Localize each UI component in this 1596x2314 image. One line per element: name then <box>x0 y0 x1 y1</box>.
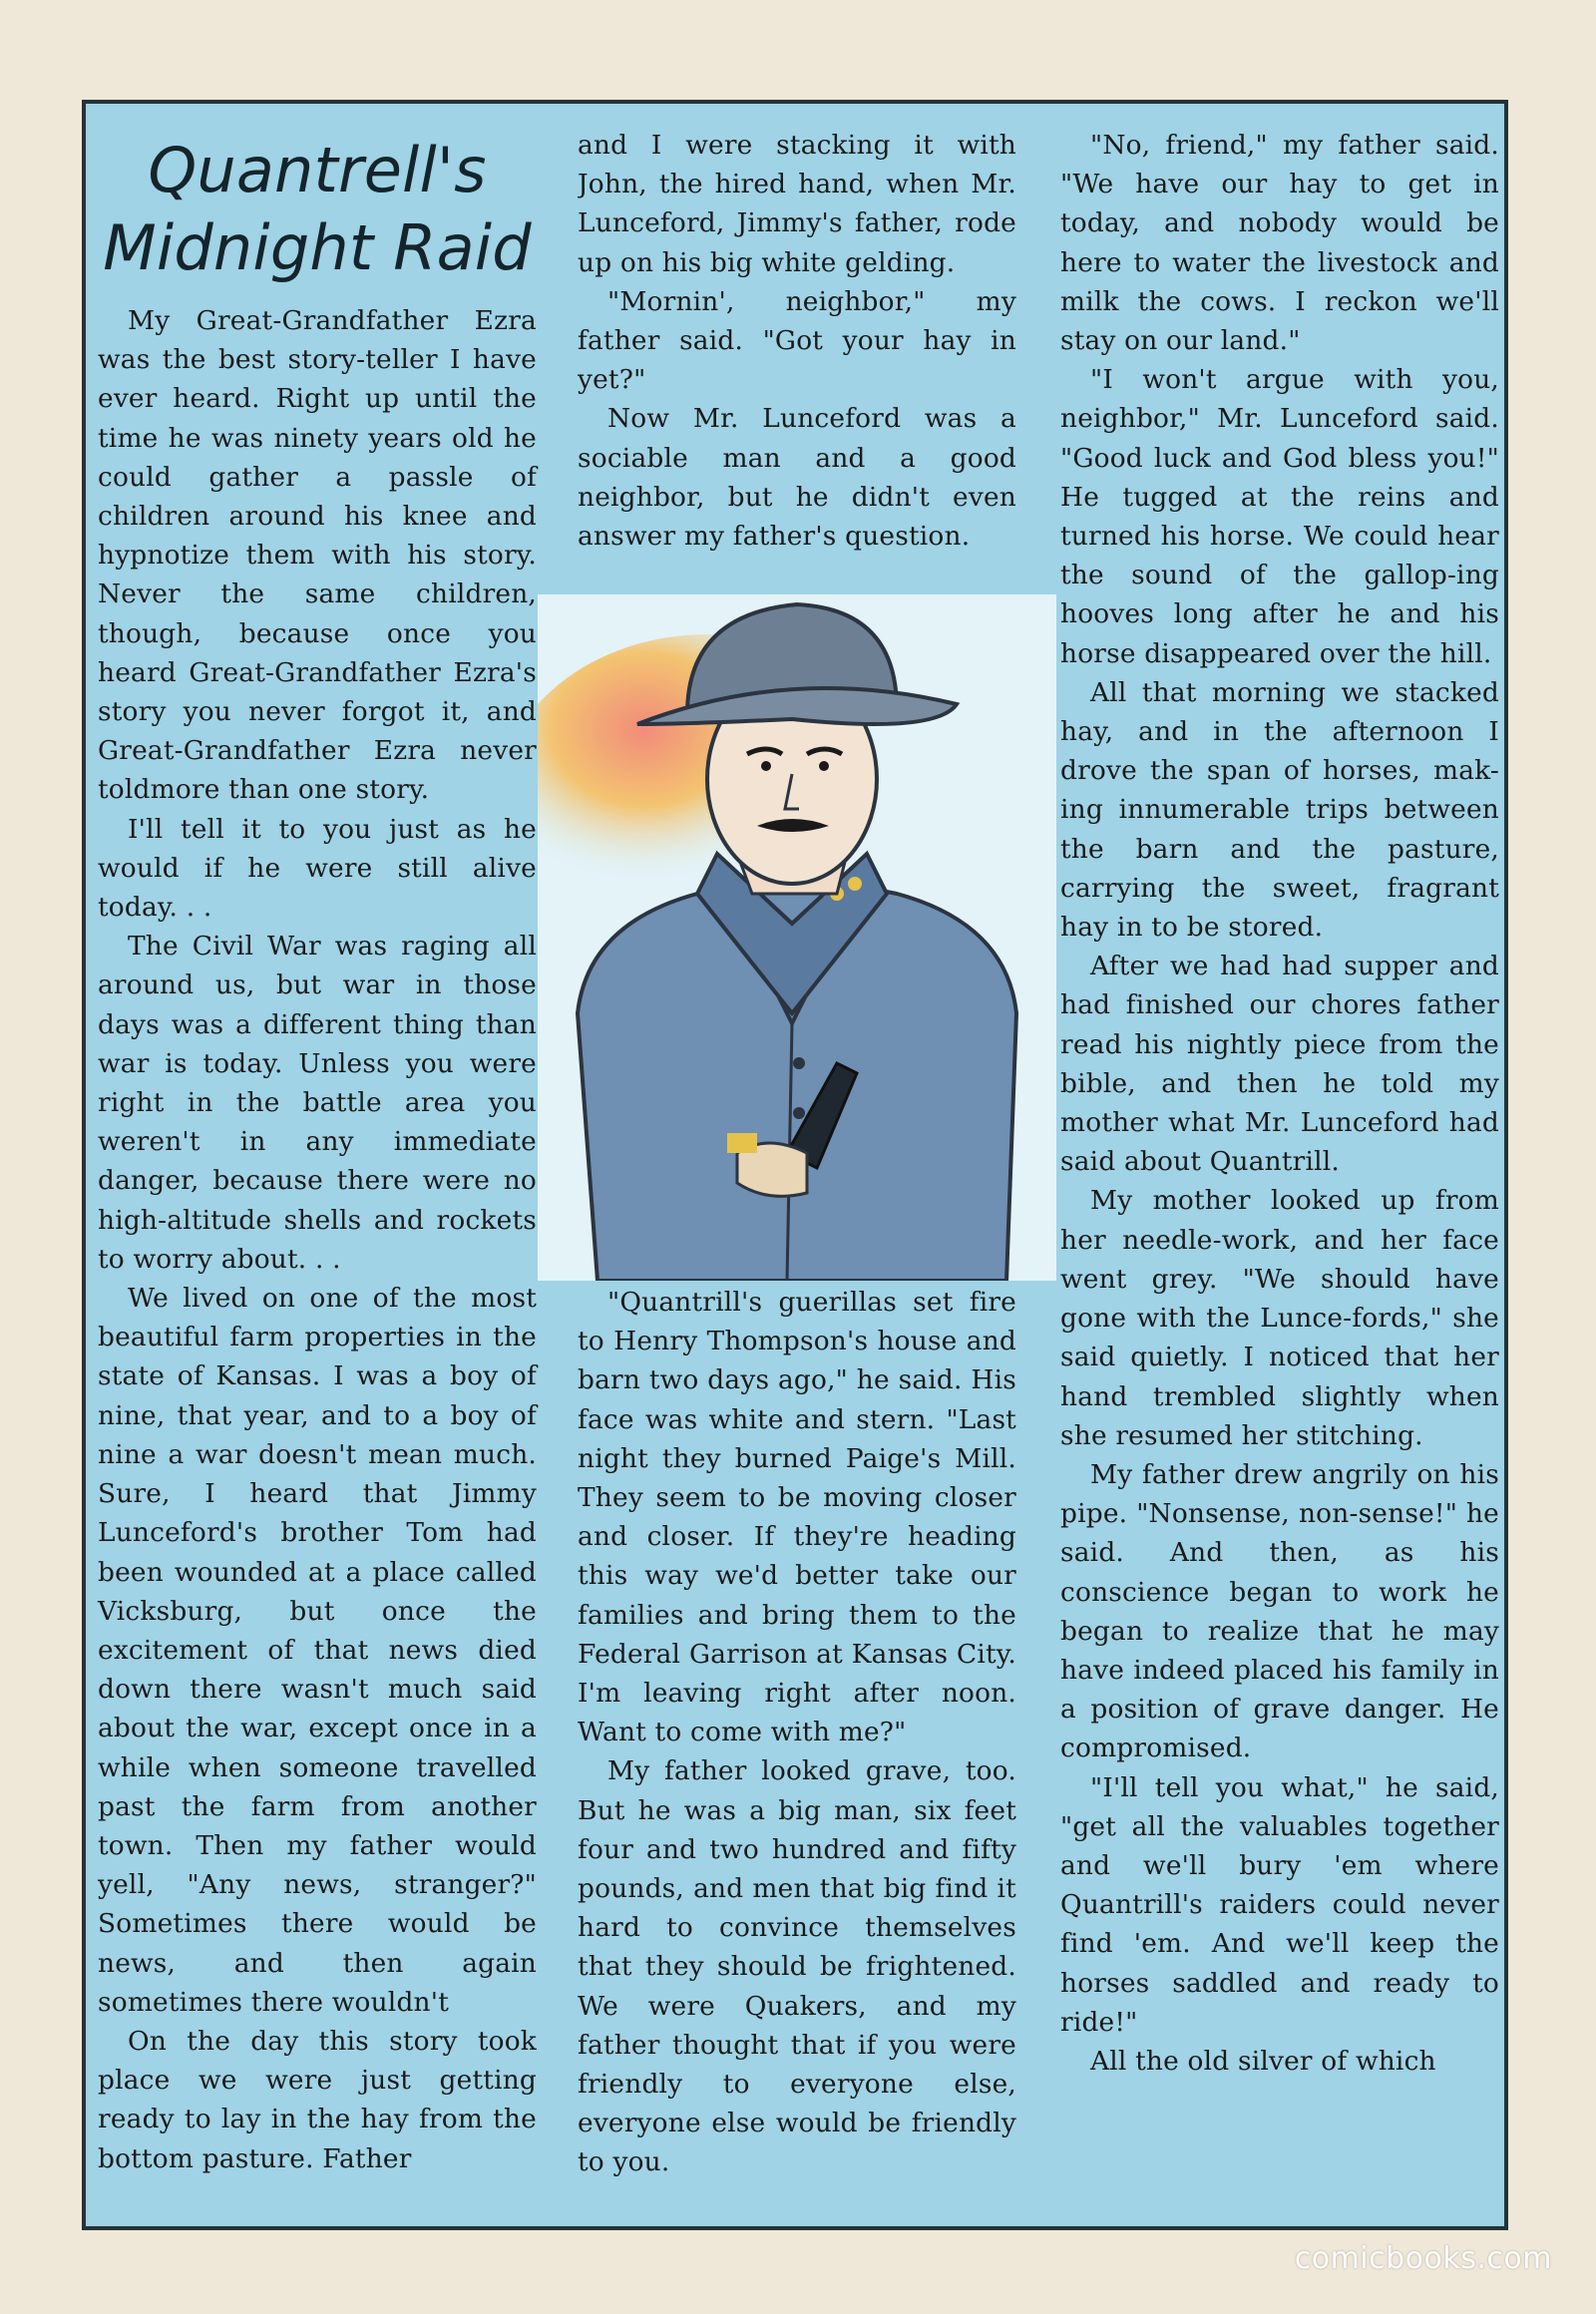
paragraph: My Great-Grandfather Ezra was the best story-teller I have ever heard. Right up until the time he was ninety years old he could gather a passle of children around his knee and hypnotize them with his story. Never the same children, though, because once you heard Great-Grandfather Ezra's story you never forgot it, and Great-Grandfather Ezra never toldmore than one story. <box>98 305 537 806</box>
paragraph: "Mornin', neighbor," my father said. "Got your hay in yet?" <box>578 285 1016 396</box>
paragraph: "I'll tell you what," he said, "get all the valuables together and we'll bury 'em where Quantrill's raiders could never find 'em. And we'll keep the horses saddled and ready to ride!" <box>1060 1771 1499 2038</box>
paragraph: I'll tell it to you just as he would if he were still alive today. . . <box>98 813 537 924</box>
text-column-1 <box>98 126 537 2208</box>
story-title <box>98 132 537 287</box>
paragraph: All the old silver of which <box>1090 2045 1436 2077</box>
site-watermark: comicbooks.com <box>1294 2241 1552 2276</box>
column-2-bottom-text <box>578 1283 1016 2182</box>
paragraph: Now Mr. Lunceford was a sociable man and a good neighbor, but he didn't even answer my father's question. <box>578 403 1016 553</box>
paragraph: On the day this story took place we were just getting ready to lay in the hay from the bottom pasture. Father <box>98 2025 537 2174</box>
paragraph: and I were stacking it with John, the hired hand, when Mr. Lunceford, Jimmy's father, rode up on his big white gelding. <box>578 130 1016 278</box>
story-page <box>82 100 1508 2230</box>
paragraph: "No, friend," my father said. "We have our hay to get in today, and nobody would be here to water the livestock and milk the cows. I reckon we'll stay on our land." <box>1060 130 1499 357</box>
title-line-1: Quantrell's <box>148 134 487 206</box>
quantrill-illustration <box>538 594 1056 1281</box>
paragraph: We lived on one of the most beautiful farm properties in the state of Kansas. I was a boy of nine, that year, and to a boy of nine a war doesn't mean much. Sure, I heard that Jimmy Lunceford's brother Tom had been wounded at a place called Vicksburg, but once the excitement of that news died down there wasn't much said about the war, except once in a while when someone travelled past the farm from another town. Then my father would yell, "Any news, stranger?" Sometimes there would be news, and then again sometimes there wouldn't <box>98 1283 537 2018</box>
paragraph: My father drew angrily on his pipe. "Nonsense, non-sense!" he said. And then, as his conscience began to work he began to realize that he may have indeed placed his family in a position of grave danger. He compromised. <box>1060 1458 1499 1764</box>
column-2-top-text <box>578 126 1016 594</box>
paragraph: All that morning we stacked hay, and in the afternoon I drove the span of horses, mak-ing innumerable trips between the barn and the pasture, carrying the sweet, fragrant hay in to be stored. <box>1060 676 1499 944</box>
paragraph: "Quantrill's guerillas set fire to Henry Thompson's house and barn two days ago," he said. His face was white and stern. "Last night they burned Paige's Mill. They seem to be moving closer and closer. If they're heading this way we'd better take our families and bring them to the Federal Garrison at Kansas City. I'm leaving right after noon. Want to come with me?" <box>578 1287 1016 1748</box>
text-column-3 <box>1060 126 1499 2208</box>
paragraph: "I won't argue with you, neighbor," Mr. Lunceford said. "Good luck and God bless you!" He tugged at the reins and turned his horse. We could hear the sound of the gallop-ing hooves long after he and his horse disappeared over the hill. <box>1060 364 1499 669</box>
title-line-2: Midnight Raid <box>103 211 532 284</box>
paragraph: The Civil War was raging all around us, but war in those days was a different thing than war is today. Unless you were right in the battle area you weren't in any immediate danger, because there were no high-altitude shells and rockets to worry about. . . <box>98 931 537 1275</box>
paragraph: My father looked grave, too. But he was a big man, six feet four and two hundred and fifty pounds, and men that big find it hard to convince themselves that they should be frightened. We were Quakers, and my father thought that if you were friendly to everyone else, everyone else would be friendly to you. <box>578 1755 1016 2178</box>
paragraph: My mother looked up from her needle-work, and her face went grey. "We should have gone with the Lunce-fords," she said quietly. I noticed that her hand trembled slightly when she resumed her stitching. <box>1060 1185 1499 1451</box>
paragraph: After we had had supper and had finished our chores father read his nightly piece from the bible, and then he told my mother what Mr. Lunceford had said about Quantrill. <box>1060 951 1499 1178</box>
